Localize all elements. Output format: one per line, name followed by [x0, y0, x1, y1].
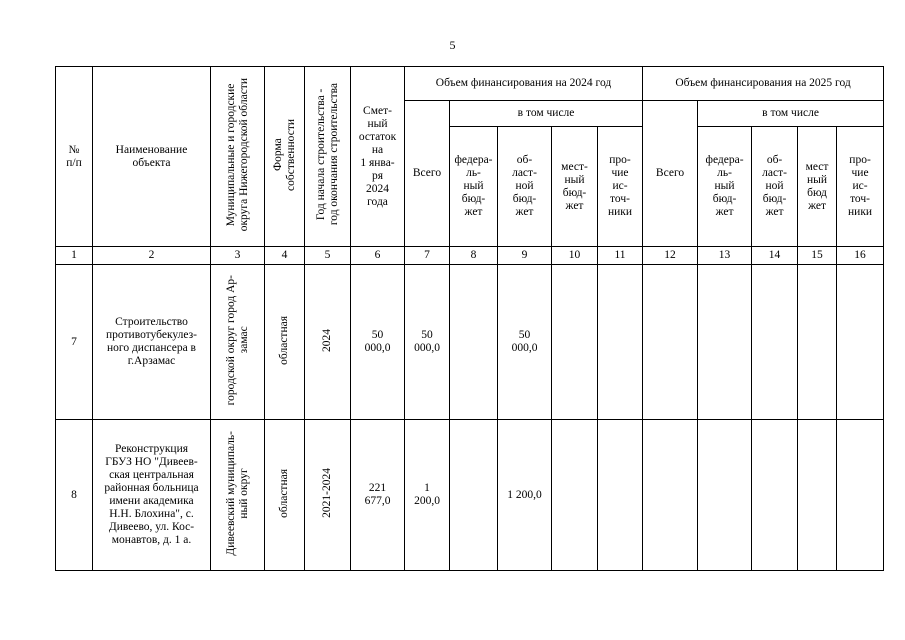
row-other-2025: [837, 265, 884, 420]
row-municipality: городской округ город Ар- замас: [211, 265, 265, 420]
row-num: 7: [56, 265, 93, 420]
row-federal-2024: [450, 420, 498, 571]
header-federal-2024: федера- ль- ный бюд- жет: [450, 127, 498, 247]
header-including-2025: в том числе: [698, 101, 884, 127]
row-other-2024: [598, 265, 643, 420]
row-ownership: областная: [265, 420, 305, 571]
row-regional-2025: [752, 420, 798, 571]
header-local-2024: мест- ный бюд- жет: [552, 127, 598, 247]
header-other-2024: про- чие ис- точ- ники: [598, 127, 643, 247]
row-other-2024: [598, 420, 643, 571]
row-total-2024: 50 000,0: [405, 265, 450, 420]
header-total-2025: Всего: [643, 101, 698, 247]
table-row: [56, 420, 884, 571]
row-num: 8: [56, 420, 93, 571]
row-total-2025: [643, 420, 698, 571]
table-row: [56, 265, 884, 420]
row-local-2024: [552, 420, 598, 571]
header-fin2024: Объем финансирования на 2024 год: [405, 67, 643, 101]
row-local-2025: [798, 265, 837, 420]
column-number: 11: [598, 247, 643, 265]
column-number: 2: [93, 247, 211, 265]
header-federal-2025: федера- ль- ный бюд- жет: [698, 127, 752, 247]
row-other-2025: [837, 420, 884, 571]
column-number: 15: [798, 247, 837, 265]
header-num: № п/п: [56, 67, 93, 247]
column-number: 4: [265, 247, 305, 265]
row-local-2025: [798, 420, 837, 571]
header-total-2024: Всего: [405, 101, 450, 247]
page-number: 5: [449, 38, 456, 52]
column-number: 16: [837, 247, 884, 265]
column-number: 9: [498, 247, 552, 265]
row-federal-2024: [450, 265, 498, 420]
column-number: 1: [56, 247, 93, 265]
column-number: 14: [752, 247, 798, 265]
column-number: 7: [405, 247, 450, 265]
row-ownership: областная: [265, 265, 305, 420]
row-years: 2021-2024: [305, 420, 351, 571]
row-total-2025: [643, 265, 698, 420]
row-regional-2024: 1 200,0: [498, 420, 552, 571]
row-object-name: Реконструкция ГБУЗ НО "Дивеев- ская центральная районная больница имени академика Н.Н. Блохина", с. Дивеево, ул. Кос- монавтов, д. 1 а.: [93, 420, 211, 571]
header-years: Год начала строительства - год окончания строительства: [305, 67, 351, 247]
header-row-1: [56, 67, 884, 101]
column-number: 13: [698, 247, 752, 265]
row-object-name: Строительство противотубекулез- ного диспансера в г.Арзамас: [93, 265, 211, 420]
column-number: 12: [643, 247, 698, 265]
header-ownership: Форма собственности: [265, 67, 305, 247]
header-local-2025: мест ный бюд жет: [798, 127, 837, 247]
header-municipality: Муниципальные и городские округа Нижегородской области: [211, 67, 265, 247]
column-number: 3: [211, 247, 265, 265]
row-years: 2024: [305, 265, 351, 420]
row-estimate: 221 677,0: [351, 420, 405, 571]
column-number: 10: [552, 247, 598, 265]
column-number: 6: [351, 247, 405, 265]
header-regional-2025: об- ласт- ной бюд- жет: [752, 127, 798, 247]
column-number: 8: [450, 247, 498, 265]
row-federal-2025: [698, 265, 752, 420]
column-number-row: [56, 247, 884, 265]
column-number: 5: [305, 247, 351, 265]
row-local-2024: [552, 265, 598, 420]
row-federal-2025: [698, 420, 752, 571]
row-total-2024: 1 200,0: [405, 420, 450, 571]
row-regional-2024: 50 000,0: [498, 265, 552, 420]
row-regional-2025: [752, 265, 798, 420]
row-estimate: 50 000,0: [351, 265, 405, 420]
header-name: Наименование объекта: [93, 67, 211, 247]
header-estimate: Смет- ный остаток на 1 янва- ря 2024 года: [351, 67, 405, 247]
header-fin2025: Объем финансирования на 2025 год: [643, 67, 884, 101]
financing-table: [55, 66, 884, 571]
header-regional-2024: об- ласт- ной бюд- жет: [498, 127, 552, 247]
row-municipality: Дивеевский муниципаль- ный округ: [211, 420, 265, 571]
header-other-2025: про- чие ис- точ- ники: [837, 127, 884, 247]
header-including-2024: в том числе: [450, 101, 643, 127]
